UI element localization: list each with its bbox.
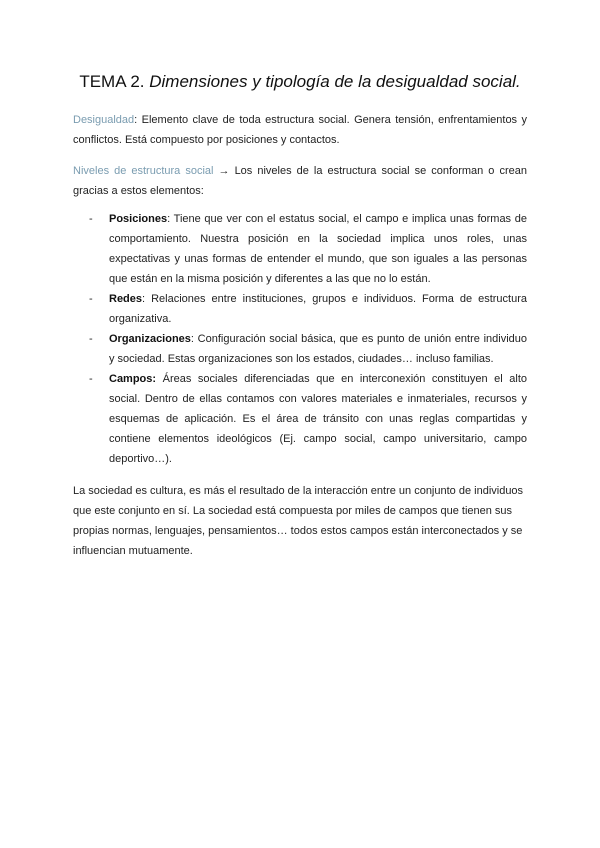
elements-list xyxy=(73,209,527,469)
list-item-text: : Relaciones entre instituciones, grupos e individuos. Forma de estructura organizativa. xyxy=(109,293,527,325)
intro-text: : Elemento clave de toda estructura social. Genera tensión, enfrentamientos y conflictos. Está compuesto por posiciones y contactos. xyxy=(73,114,527,146)
page-title xyxy=(0,72,600,92)
list-bullet: - xyxy=(89,213,93,225)
intro-term: Desigualdad xyxy=(73,114,135,126)
list-item-term: Redes xyxy=(109,293,143,305)
levels-paragraph xyxy=(73,161,527,201)
closing-paragraph: La sociedad es cultura, es más el resultado de la interacción entre un conjunto de individuos que este conjunto en sí. La sociedad está compuesta por miles de campos que tienen sus propias normas, lenguajes, pensamientos… todos estos campos están interconectados y se influencian mutuamente. xyxy=(73,485,524,557)
list-item-posiciones xyxy=(73,209,527,289)
intro-paragraph xyxy=(73,110,527,150)
list-item-text: : Configuración social básica, que es punto de unión entre individuo y sociedad. Estas organizaciones son los estados, ciudades… incluso familias. xyxy=(109,333,527,365)
levels-arrow: → xyxy=(213,165,235,177)
list-item-term: Campos: xyxy=(109,373,157,385)
list-item-term: Organizaciones xyxy=(109,333,191,345)
levels-term: Niveles de estructura social xyxy=(73,165,214,177)
list-bullet: - xyxy=(89,333,93,345)
list-item-organizaciones xyxy=(73,329,527,369)
list-bullet: - xyxy=(89,373,93,385)
title-label: TEMA 2. xyxy=(79,72,145,91)
list-item-text: Áreas sociales diferenciadas que en interconexión constituyen el alto social. Dentro de ellas contamos con valores materiales e inmateriales, recursos y esquemas de aplicación. Es el área de tránsito con unas reglas compartidas y contiene elementos ideológicos (Ej. campo social, campo universitario, campo deportivo…). xyxy=(109,373,527,465)
title-subtitle: Dimensiones y tipología de la desigualdad social. xyxy=(149,72,521,91)
list-bullet: - xyxy=(89,293,93,305)
list-item-term: Posiciones xyxy=(109,213,168,225)
list-item-text: : Tiene que ver con el estatus social, el campo e implica unas formas de comportamiento. Nuestra posición en la sociedad implica unos roles, unas expectativas y unas formas de entender el mundo, que son iguales a las personas que están en la misma posición y diferentes a las que no lo están. xyxy=(109,213,527,285)
levels-text: Los niveles de la estructura social se conforman o crean gracias a estos elementos: xyxy=(73,165,527,197)
list-item-redes xyxy=(73,289,527,329)
list-item-campos xyxy=(73,369,527,469)
